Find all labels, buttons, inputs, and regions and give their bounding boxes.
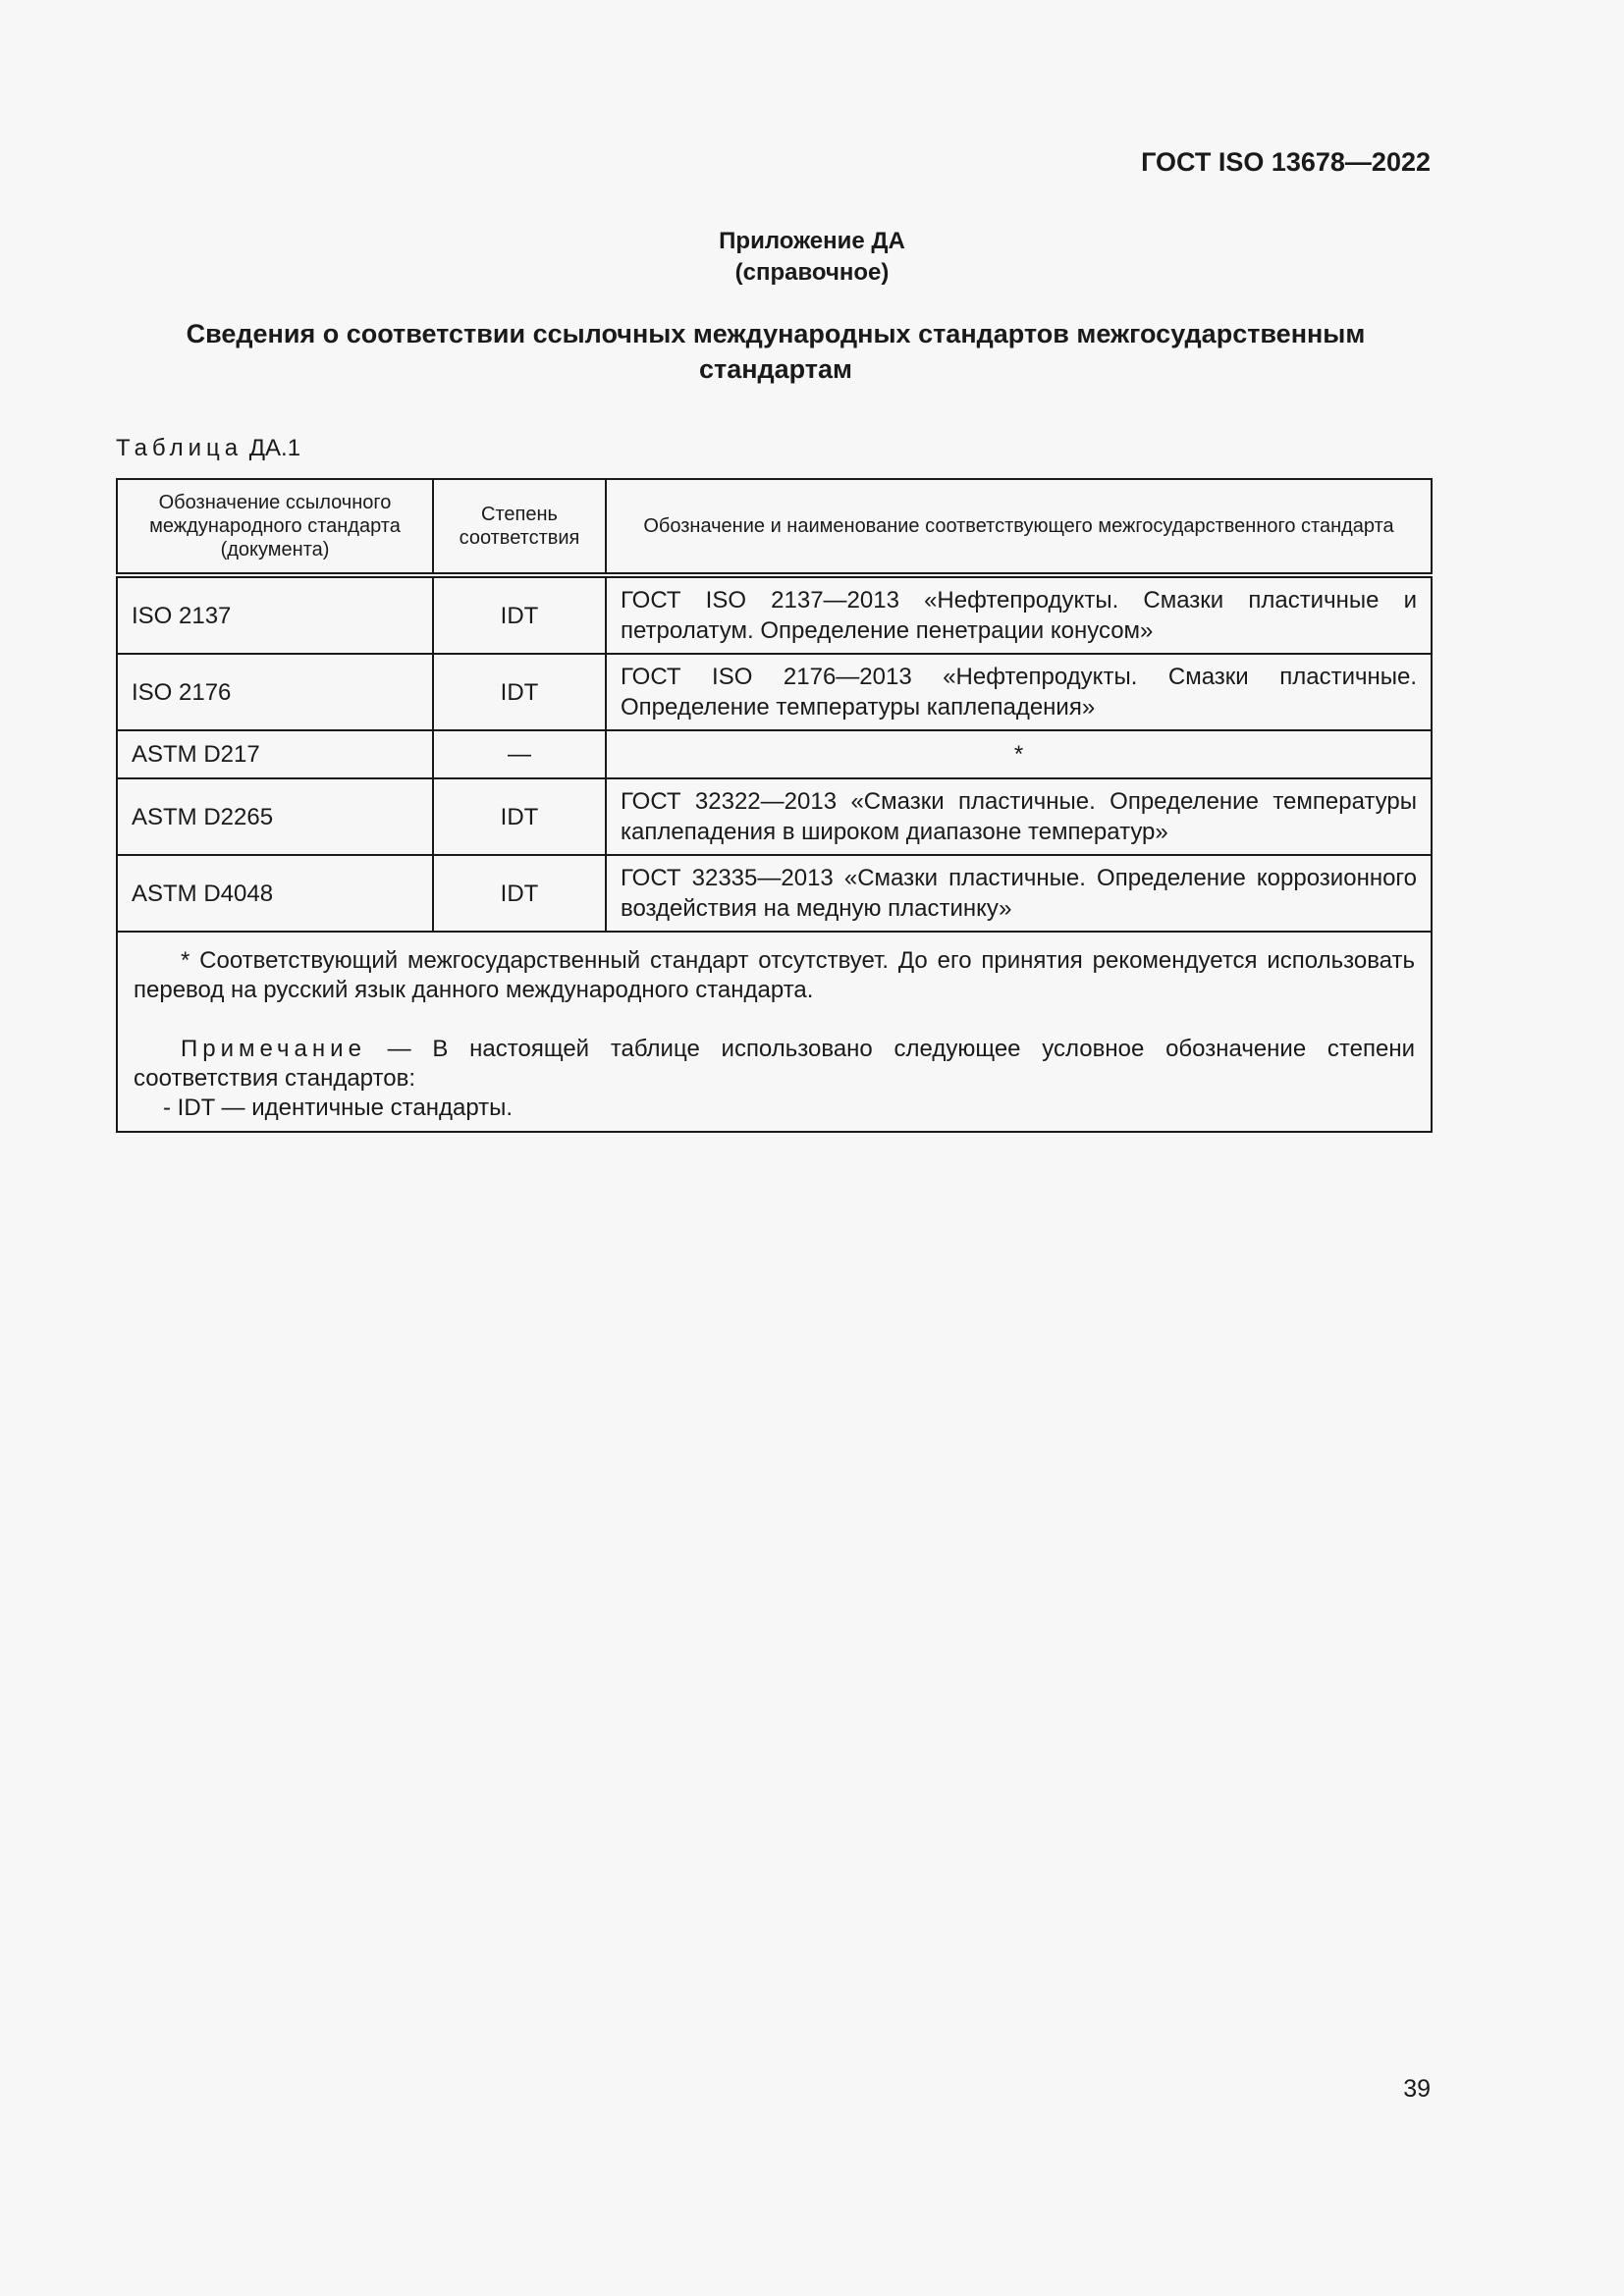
header-interstate-standard: Обозначение и наименование соответствующего межгосударственного стандарта	[606, 479, 1432, 575]
table-footnote: * Соответствующий межгосударственный стандарт отсутствует. До его принятия рекомендуется использовать перевод на русский язык данного международного стандарта.	[134, 947, 1415, 1003]
cell-gost: *	[606, 730, 1432, 778]
cell-standard: ASTM D2265	[117, 778, 433, 855]
standards-table	[116, 478, 1433, 1133]
appendix-subtitle: (справочное)	[734, 259, 890, 286]
cell-degree: IDT	[433, 575, 606, 654]
cell-degree: —	[433, 730, 606, 778]
header-reference-standard: Обозначение ссылочного международного стандарта (документа)	[117, 479, 433, 575]
table-caption-word: Таблица	[116, 435, 244, 461]
header-degree: Степень соответствия	[433, 479, 606, 575]
table-row	[117, 654, 1432, 730]
cell-degree: IDT	[433, 855, 606, 932]
section-title-line-1: Сведения о соответствии ссылочных международных стандартов межгосударственным	[186, 319, 1366, 348]
table-caption	[116, 435, 300, 462]
cell-standard: ISO 2176	[117, 654, 433, 730]
appendix-title: Приложение ДА	[719, 228, 905, 254]
table-row	[117, 575, 1432, 654]
cell-gost: ГОСТ 32335—2013 «Смазки пластичные. Определение коррозионного воздействия на медную пластинку»	[606, 855, 1432, 932]
appendix-heading	[0, 226, 1624, 289]
cell-degree: IDT	[433, 778, 606, 855]
cell-standard: ASTM D217	[117, 730, 433, 778]
table-note	[134, 1035, 1415, 1094]
note-text: — В настоящей таблице использовано следующее условное обозначение степени соответствия стандартов:	[134, 1036, 1415, 1092]
cell-degree: IDT	[433, 654, 606, 730]
table-row	[117, 855, 1432, 932]
table-caption-number: ДА.1	[248, 435, 301, 461]
cell-standard: ISO 2137	[117, 575, 433, 654]
cell-standard: ASTM D4048	[117, 855, 433, 932]
table-footer-row	[117, 932, 1432, 1132]
document-code: ГОСТ ISO 13678—2022	[1141, 147, 1431, 177]
table-row	[117, 730, 1432, 778]
table-footer-cell	[117, 932, 1432, 1132]
note-label: Примечание	[181, 1036, 366, 1062]
table-row	[117, 778, 1432, 855]
cell-gost: ГОСТ ISO 2137—2013 «Нефтепродукты. Смазки пластичные и петролатум. Определение пенетрации конусом»	[606, 575, 1432, 654]
cell-gost: ГОСТ ISO 2176—2013 «Нефтепродукты. Смазки пластичные. Определение температуры каплепадения»	[606, 654, 1432, 730]
note-list-item: - IDT — идентичные стандарты.	[163, 1095, 514, 1121]
table-header-row	[117, 479, 1432, 575]
section-title	[147, 316, 1404, 387]
cell-gost: ГОСТ 32322—2013 «Смазки пластичные. Определение температуры каплепадения в широком диапазоне температур»	[606, 778, 1432, 855]
page-number: 39	[1403, 2075, 1431, 2103]
section-title-line-2: стандартам	[698, 354, 853, 384]
